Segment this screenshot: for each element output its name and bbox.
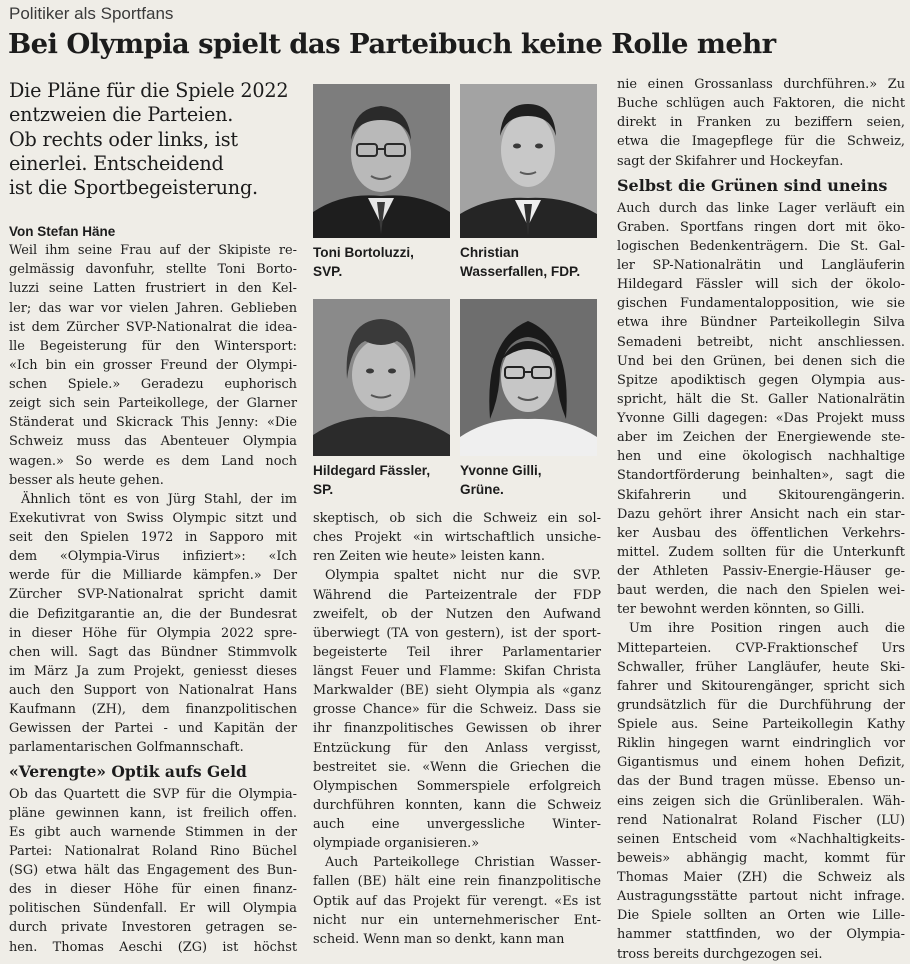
- caption-name: Hildegard Fässler,: [313, 463, 431, 478]
- text-line: rend Nationalrat Roland Fischer (LU): [617, 812, 905, 828]
- caption-hildegard-faessler: [313, 461, 430, 499]
- text-line: Spiele aus. Seine Parteikollegin Kathy: [617, 717, 905, 732]
- text-line: Buche schlügen auch Faktoren, die nicht: [617, 96, 905, 112]
- text-line: logischen Bedenkenträgern. Die St. Gal-: [617, 238, 905, 254]
- text-line: nie einen Grossanlass durchführen.» Zu: [617, 77, 905, 92]
- caption-party: SVP.: [313, 264, 343, 279]
- photo-yvonne-gilli: [460, 299, 597, 456]
- text-line: Es gibt auch warnende Stimmen in der: [9, 824, 297, 840]
- text-line: skeptisch, ob sich die Schweiz ein sol-: [313, 511, 601, 526]
- text-line: Partei: Nationalrat Roland Rino Büchel: [9, 843, 297, 859]
- column-3-text-a: [617, 75, 905, 171]
- text-line: dem «Olympia-Virus infiziert»: «Ich: [9, 549, 297, 565]
- column-1-text-a: [9, 241, 297, 757]
- text-line: Optik auf das Projekt für verengt. «Es ist: [313, 893, 601, 909]
- text-line: Schweiz muss das Abenteuer Olympia: [9, 434, 297, 450]
- text-line: hammer stattfinden, wo der Olympia-: [617, 927, 905, 943]
- text-line: Zürcher SVP-Nationalrat spricht damit: [9, 587, 297, 603]
- text-line: hen. Thomas Aeschi (ZG) ist höchst: [9, 939, 297, 955]
- text-line: Skifahrerin und Skitourengängerin.: [617, 487, 905, 503]
- photo-hildegard-faessler: [313, 299, 450, 456]
- caption-christian-wasserfallen: [460, 243, 580, 281]
- text-line: besser als heute gehen.: [9, 472, 164, 488]
- text-line: Auch durch das linke Lager verläuft ein: [617, 200, 905, 216]
- text-line: nicht nur ein unternehmerischer Ent-: [313, 912, 601, 928]
- text-line: werde für die Milliarde kämpfen.» Der: [9, 568, 297, 584]
- text-line: etwa ihre Bündner Parteikollegin Silva: [617, 315, 905, 331]
- text-line: sagt der Skifahrer und Hockeyfan.: [617, 153, 844, 169]
- text-line: ihr finanzpolitisches Gewissen ob ihrer: [313, 721, 601, 737]
- text-line: ler; das war vor vielen Jahren. Geblieben: [9, 300, 297, 316]
- caption-name: Yvonne Gilli,: [460, 463, 542, 478]
- text-line: fallen (BE) hält eine rein finanzpolitische: [313, 874, 601, 890]
- photo-toni-bortoluzzi: [313, 84, 450, 238]
- text-line: hen und eine ökologisch nachhaltige: [617, 449, 905, 465]
- text-line: Graben. Sportfans ringen dort mit öko-: [617, 219, 905, 235]
- caption-party: SP.: [313, 482, 334, 497]
- caption-yvonne-gilli: [460, 461, 542, 499]
- text-line: Spitze apodiktisch gegen Olympia aus-: [617, 372, 905, 388]
- portrait-young-man-icon: [460, 84, 597, 238]
- caption-toni-bortoluzzi: [313, 243, 414, 281]
- photo-christian-wasserfallen: [460, 84, 597, 238]
- text-line: Standortförderung beinhalten», sagt die: [617, 468, 905, 484]
- text-line: «Ich bin ein grosser Freund der Olympi-: [9, 357, 297, 373]
- text-line: seinen Entscheid vom «Nachhaltigkeits-: [617, 831, 905, 847]
- column-1-text-b: [9, 785, 297, 957]
- text-line: Olympia spaltet nicht nur die SVP.: [325, 568, 601, 584]
- caption-party: Wasserfallen, FDP.: [460, 264, 581, 279]
- text-line: auch den Support von Nationalrat Hans: [9, 683, 297, 698]
- author-byline: Von Stefan Häne: [9, 224, 116, 239]
- portrait-woman-glasses-icon: [460, 299, 597, 456]
- text-line: fahrer und Skitourengänger, spricht sich: [617, 678, 905, 694]
- text-line: ler SP-Nationalrätin und Langläuferin: [617, 258, 905, 273]
- text-line: überwiegt (TA von gestern), ist der sport-: [313, 625, 601, 641]
- text-line: parlamentarischen Golfmannschaft.: [9, 740, 244, 756]
- text-line: Thomas Maier (ZH) die Schweiz als: [617, 870, 905, 885]
- text-line: Weil ihm seine Frau auf der Skipiste re-: [9, 243, 297, 259]
- caption-name: Christian: [460, 245, 519, 260]
- text-line: durch private Investoren getragen se-: [9, 920, 297, 936]
- text-line: Semadeni betreibt, nicht anschliessen.: [617, 334, 905, 350]
- text-line: der Athleten Passiv-Energie-Häuser ge-: [617, 564, 905, 579]
- text-line: scheid. Wenn man so denkt, kann man: [313, 931, 565, 947]
- text-line: bestreitet sie. «Wenn die Griechen die: [313, 759, 601, 775]
- text-line: luzzi seine Latten frustriert in den Kel-: [9, 281, 297, 297]
- lead-line: entzweien die Parteien.: [9, 103, 234, 127]
- text-line: Gigantismus und einem hohen Defizit,: [617, 755, 905, 771]
- portrait-man-glasses-icon: [313, 84, 450, 238]
- text-line: wagen.» So werde es dem Land noch: [9, 453, 297, 469]
- text-line: Hildegard Fässler will sich der ökolo-: [617, 277, 905, 293]
- text-line: Kaufmann (ZH), dem finanzpolitischen: [9, 702, 297, 718]
- text-line: grundsätzlich für die Durchführung der: [617, 697, 905, 713]
- text-line: Olympischen Sommerspiele erfolgreich: [313, 778, 601, 794]
- text-line: das der Bund tragen müsse. Ebenso un-: [617, 774, 905, 790]
- lead-line: ist die Sportbegeisterung.: [9, 176, 258, 200]
- text-line: Und bei den Grünen, bei denen sich die: [617, 353, 905, 369]
- text-line: zeigt sich sein Parteikollege, der Glarner: [9, 396, 297, 412]
- text-line: Exekutivrat von Swiss Olympic sitzt und: [9, 510, 297, 526]
- column-2: [313, 509, 601, 949]
- text-line: chen will. Sagt das Bündner Stimmvolk: [9, 644, 297, 660]
- text-line: Mitteparteien. CVP-Fraktionschef Urs: [617, 640, 905, 656]
- lead-line: Ob rechts oder links, ist: [9, 127, 238, 151]
- text-line: eins zeigen sich die Grünliberalen. Wäh-: [617, 793, 905, 809]
- text-line: ist dem Zürcher SVP-Nationalrat die idea-: [9, 319, 297, 335]
- subhead-verengte-optik: «Verengte» Optik aufs Geld: [9, 761, 247, 781]
- text-line: tross bereits durchgezogen sei.: [617, 946, 823, 962]
- text-line: zweifelt, ob der Nutzen den Aufwand: [313, 606, 601, 622]
- text-line: Auch Parteikollege Christian Wasser-: [325, 855, 601, 871]
- portrait-woman-short-hair-icon: [313, 299, 450, 456]
- text-line: Ständerat und Skicrack This Jenny: «Die: [9, 415, 297, 431]
- text-line: seit den Spielen 1972 in Sapporo mit: [9, 530, 297, 545]
- text-line: Markwalder (BE) sieht Olympia als «ganz: [313, 683, 601, 699]
- text-line: olympiade organisieren.»: [313, 836, 480, 852]
- text-line: spricht, hält die St. Galler Nationalrätin: [617, 391, 905, 407]
- text-line: Entzückung für den Anlass vergisst,: [313, 740, 601, 756]
- text-line: Austragungsstätte partout nicht infrage.: [617, 889, 905, 905]
- text-line: grosse Chance» für die Schweiz. Dass sie: [313, 702, 601, 718]
- text-line: Riklin hingegen warnt eindringlich vor: [617, 736, 905, 752]
- lead-line: einerlei. Entscheidend: [9, 151, 224, 175]
- text-line: gischen Fundamentalopposition, wie sie: [617, 296, 905, 312]
- text-line: Ähnlich tönt es von Jürg Stahl, der im: [21, 491, 297, 507]
- text-line: Yvonne Gilli dagegen: «Das Projekt muss: [617, 411, 905, 426]
- text-line: begeisterte Teil ihrer Parlamentarier: [313, 644, 601, 660]
- lead-line: Die Pläne für die Spiele 2022: [9, 79, 289, 102]
- text-line: Die Spiele sollten an Orten wie Lille-: [617, 908, 905, 924]
- lead-paragraph: [9, 79, 299, 200]
- text-line: des in dieser Höhe für einen finanz-: [9, 882, 297, 898]
- text-line: längst Feuer und Flamme: Skifan Christa: [313, 664, 601, 679]
- column-1: [9, 222, 297, 957]
- text-line: ker Ausbau des öffentlichen Verkehrs-: [617, 525, 905, 541]
- text-line: aber im Zeichen der Energiewende ste-: [617, 430, 905, 446]
- subhead-gruene-uneins: Selbst die Grünen sind uneins: [617, 175, 888, 195]
- text-line: gelmässig davonfuhr, stellte Toni Borto-: [9, 262, 297, 278]
- text-line: mittel. Zudem sollten für die Unterkunft: [617, 544, 905, 560]
- text-line: lle Begeisterung für den Wintersport:: [9, 338, 297, 354]
- text-line: durchführen konnten, kann die Schweiz: [313, 797, 601, 813]
- text-line: Um ihre Position ringen auch die: [629, 621, 905, 637]
- text-line: direkt in Franken zu beziffern seien,: [617, 115, 905, 131]
- text-line: die Defizitgarantie an, die der Bundesrat: [9, 606, 297, 622]
- headline: Bei Olympia spielt das Parteibuch keine Rolle mehr: [8, 28, 776, 60]
- text-line: schen Spiele.» Geradezu euphorisch: [9, 377, 297, 392]
- text-line: beweis» abhängig macht, kommt für: [617, 850, 905, 866]
- text-line: Schwaller, früher Langläufer, heute Ski-: [617, 659, 905, 675]
- column-3-text-b: [617, 199, 905, 964]
- text-line: ren Zeiten wie heute» leisten kann.: [313, 549, 545, 565]
- text-line: politischen Sündenfall. Er will Olympia: [9, 901, 297, 917]
- text-line: Gewissen der Partei - und Kapitän der: [9, 721, 297, 737]
- text-line: pläne gewinnen kann, ist freilich offen.: [9, 805, 297, 821]
- text-line: (SG) etwa hält das Engagement des Bun-: [9, 863, 297, 878]
- text-line: Während die Parteizentrale der FDP: [313, 587, 601, 603]
- text-line: Dazu gehört ihrer Ansicht nach ein star-: [617, 506, 905, 522]
- text-line: etwa die Imagepflege für die Schweiz,: [617, 134, 905, 150]
- kicker: Politiker als Sportfans: [9, 4, 174, 23]
- caption-party: Grüne.: [460, 482, 504, 497]
- text-line: ches Projekt «in wirtschaftlich unsiche-: [313, 530, 601, 546]
- text-line: baut werden, die nach den Spielen wei-: [617, 583, 905, 599]
- text-line: im März Ja zum Projekt, geniesst dieses: [9, 663, 297, 679]
- text-line: Ob das Quartett die SVP für die Olympia-: [9, 786, 297, 802]
- column-3: [617, 75, 905, 964]
- text-line: in dieser Höhe für Olympia 2022 spre-: [9, 625, 297, 641]
- text-line: auch eine unvergessliche Winter-: [313, 817, 601, 832]
- caption-name: Toni Bortoluzzi,: [313, 245, 414, 260]
- text-line: ter bewohnt werden könnten, so Gilli.: [617, 602, 865, 618]
